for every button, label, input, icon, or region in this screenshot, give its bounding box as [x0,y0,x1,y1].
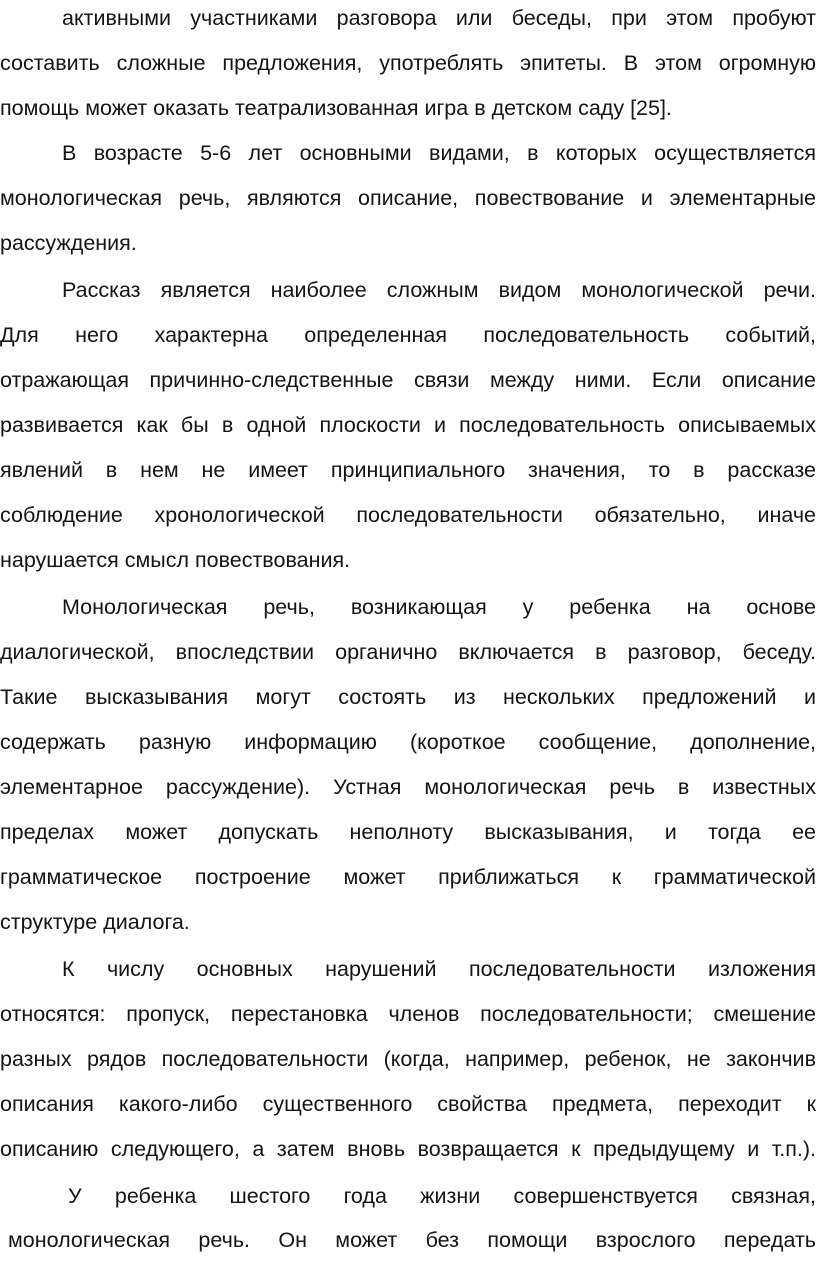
text-line: диалогической, впоследствии органично включается в разговор, беседу. [0,640,816,664]
text-line: Рассказ является наиболее сложным видом монологической речи. [62,278,816,302]
text-line: К числу основных нарушений последовательности изложения [62,957,816,981]
text-line: соблюдение хронологической последовательности обязательно, иначе [0,503,816,527]
text-line: структуре диалога. [0,910,190,934]
text-line: составить сложные предложения, употреблять эпитеты. В этом огромную [0,51,816,75]
text-line: отражающая причинно-следственные связи между ними. Если описание [0,368,816,392]
text-line: элементарное рассуждение). Устная монологическая речь в известных [0,775,816,799]
text-line: помощь может оказать театрализованная игра в детском саду [25]. [0,96,672,120]
text-line: грамматическое построение может приближаться к грамматической [0,865,816,889]
text-line: пределах может допускать неполноту высказывания, и тогда ее [0,820,816,844]
text-line: монологическая речь. Он может без помощи взрослого передать [8,1228,816,1252]
text-line: содержать разную информацию (короткое сообщение, дополнение, [0,730,816,754]
text-line: монологическая речь, являются описание, повествование и элементарные [0,186,816,210]
text-line: рассуждения. [0,231,137,255]
text-line: Монологическая речь, возникающая у ребенка на основе [62,595,816,619]
text-line: нарушается смысл повествования. [0,548,351,572]
text-line: В возрасте 5-6 лет основными видами, в которых осуществляется [62,141,816,165]
text-line: Такие высказывания могут состоять из нескольких предложений и [0,685,816,709]
text-line: относятся: пропуск, перестановка членов последовательности; смешение [0,1002,816,1026]
text-line: описания какого-либо существенного свойства предмета, переходит к [0,1092,816,1116]
text-line: разных рядов последовательности (когда, например, ребенок, не закончив [0,1047,816,1071]
text-line: явлений в нем не имеет принципиального значения, то в рассказе [0,458,816,482]
text-line: описанию следующего, а затем вновь возвращается к предыдущему и т.п.). [0,1137,816,1161]
text-line: У ребенка шестого года жизни совершенствуется связная, [68,1184,816,1208]
text-line: Для него характерна определенная последовательность событий, [0,323,816,347]
text-line: развивается как бы в одной плоскости и последовательность описываемых [0,413,816,437]
text-line: активными участниками разговора или беседы, при этом пробуют [62,6,816,30]
